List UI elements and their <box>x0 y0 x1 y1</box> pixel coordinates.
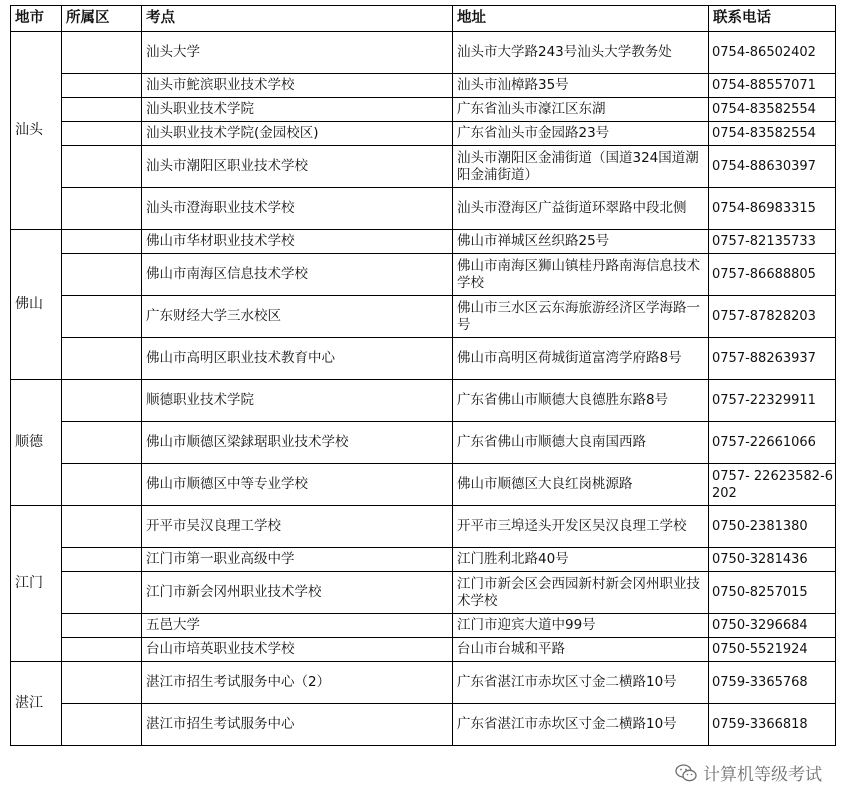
table-row <box>11 32 836 74</box>
table-row <box>11 98 836 122</box>
address-cell: 佛山市禅城区丝织路25号 <box>453 230 709 254</box>
table-row <box>11 296 836 338</box>
table-row <box>11 146 836 188</box>
district-cell <box>62 122 142 146</box>
table-row <box>11 254 836 296</box>
table-row <box>11 422 836 464</box>
exam-site-table <box>10 5 836 746</box>
address-cell: 台山市台城和平路 <box>453 638 709 662</box>
city-cell: 佛山 <box>11 230 62 380</box>
phone-cell: 0754-83582554 <box>709 122 836 146</box>
address-cell: 广东省佛山市顺德大良德胜东路8号 <box>453 380 709 422</box>
site-cell: 湛江市招生考试服务中心 <box>142 704 453 746</box>
table-row <box>11 662 836 704</box>
address-cell: 江门胜利北路40号 <box>453 548 709 572</box>
site-cell: 汕头市潮阳区职业技术学校 <box>142 146 453 188</box>
site-cell: 江门市第一职业高级中学 <box>142 548 453 572</box>
phone-cell: 0757-82135733 <box>709 230 836 254</box>
district-cell <box>62 422 142 464</box>
address-cell: 江门市新会区会西园新村新会冈州职业技术学校 <box>453 572 709 614</box>
table-row <box>11 572 836 614</box>
table-body <box>11 32 836 746</box>
district-cell <box>62 188 142 230</box>
table-row <box>11 380 836 422</box>
table-row <box>11 464 836 506</box>
address-cell: 广东省汕头市金园路23号 <box>453 122 709 146</box>
watermark <box>675 760 822 785</box>
address-cell: 广东省佛山市顺德大良南国西路 <box>453 422 709 464</box>
phone-cell: 0757-86688805 <box>709 254 836 296</box>
address-cell: 江门市迎宾大道中99号 <box>453 614 709 638</box>
phone-cell: 0757-22329911 <box>709 380 836 422</box>
district-cell <box>62 230 142 254</box>
phone-cell: 0754-83582554 <box>709 98 836 122</box>
header-address: 地址 <box>453 6 709 32</box>
site-cell: 汕头职业技术学院(金园校区) <box>142 122 453 146</box>
table-row <box>11 188 836 230</box>
district-cell <box>62 296 142 338</box>
district-cell <box>62 338 142 380</box>
site-cell: 广东财经大学三水校区 <box>142 296 453 338</box>
site-cell: 佛山市高明区职业技术教育中心 <box>142 338 453 380</box>
phone-cell: 0754-88630397 <box>709 146 836 188</box>
phone-cell: 0754-86502402 <box>709 32 836 74</box>
site-cell: 湛江市招生考试服务中心（2） <box>142 662 453 704</box>
table-row <box>11 74 836 98</box>
table-row <box>11 614 836 638</box>
district-cell <box>62 98 142 122</box>
address-cell: 汕头市澄海区广益街道环翠路中段北侧 <box>453 188 709 230</box>
district-cell <box>62 380 142 422</box>
district-cell <box>62 32 142 74</box>
city-cell: 顺德 <box>11 380 62 506</box>
table-row <box>11 122 836 146</box>
site-cell: 佛山市顺德区中等专业学校 <box>142 464 453 506</box>
phone-cell: 0759-3365768 <box>709 662 836 704</box>
phone-cell: 0754-86983315 <box>709 188 836 230</box>
site-cell: 台山市培英职业技术学校 <box>142 638 453 662</box>
phone-cell: 0750-3281436 <box>709 548 836 572</box>
district-cell <box>62 704 142 746</box>
phone-cell: 0757-87828203 <box>709 296 836 338</box>
district-cell <box>62 614 142 638</box>
city-cell: 江门 <box>11 506 62 662</box>
site-cell: 佛山市顺德区梁銶琚职业技术学校 <box>142 422 453 464</box>
district-cell <box>62 662 142 704</box>
site-cell: 顺德职业技术学院 <box>142 380 453 422</box>
table-row <box>11 638 836 662</box>
header-city: 地市 <box>11 6 62 32</box>
site-cell: 汕头市鮀滨职业技术学校 <box>142 74 453 98</box>
address-cell: 佛山市高明区荷城街道富湾学府路8号 <box>453 338 709 380</box>
site-cell: 佛山市华材职业技术学校 <box>142 230 453 254</box>
site-cell: 汕头大学 <box>142 32 453 74</box>
phone-cell: 0750-2381380 <box>709 506 836 548</box>
address-cell: 汕头市汕樟路35号 <box>453 74 709 98</box>
phone-cell: 0754-88557071 <box>709 74 836 98</box>
city-cell: 汕头 <box>11 32 62 230</box>
district-cell <box>62 254 142 296</box>
address-cell: 汕头市潮阳区金浦街道（国道324国道潮阳金浦街道） <box>453 146 709 188</box>
phone-cell: 0757-22661066 <box>709 422 836 464</box>
table-row <box>11 548 836 572</box>
district-cell <box>62 74 142 98</box>
table-row <box>11 704 836 746</box>
phone-cell: 0750-3296684 <box>709 614 836 638</box>
district-cell <box>62 638 142 662</box>
header-phone: 联系电话 <box>709 6 836 32</box>
header-district: 所属区 <box>62 6 142 32</box>
watermark-text: 计算机等级考试 <box>703 765 822 785</box>
table-row <box>11 230 836 254</box>
address-cell: 汕头市大学路243号汕头大学教务处 <box>453 32 709 74</box>
district-cell <box>62 548 142 572</box>
city-cell: 湛江 <box>11 662 62 746</box>
address-cell: 佛山市南海区狮山镇桂丹路南海信息技术学校 <box>453 254 709 296</box>
district-cell <box>62 506 142 548</box>
address-cell: 佛山市顺德区大良红岗桃源路 <box>453 464 709 506</box>
phone-cell: 0757- 22623582-6202 <box>709 464 836 506</box>
district-cell <box>62 572 142 614</box>
table-row <box>11 338 836 380</box>
address-cell: 广东省汕头市濠江区东湖 <box>453 98 709 122</box>
site-cell: 开平市吴汉良理工学校 <box>142 506 453 548</box>
site-cell: 佛山市南海区信息技术学校 <box>142 254 453 296</box>
address-cell: 佛山市三水区云东海旅游经济区学海路一号 <box>453 296 709 338</box>
address-cell: 广东省湛江市赤坎区寸金二横路10号 <box>453 662 709 704</box>
phone-cell: 0750-8257015 <box>709 572 836 614</box>
header-site: 考点 <box>142 6 453 32</box>
site-cell: 五邑大学 <box>142 614 453 638</box>
site-cell: 汕头市澄海职业技术学校 <box>142 188 453 230</box>
site-cell: 江门市新会冈州职业技术学校 <box>142 572 453 614</box>
district-cell <box>62 464 142 506</box>
header-row <box>11 6 836 32</box>
address-cell: 广东省湛江市赤坎区寸金二横路10号 <box>453 704 709 746</box>
district-cell <box>62 146 142 188</box>
phone-cell: 0759-3366818 <box>709 704 836 746</box>
address-cell: 开平市三埠迳头开发区吴汉良理工学校 <box>453 506 709 548</box>
wechat-icon <box>675 764 697 782</box>
site-cell: 汕头职业技术学院 <box>142 98 453 122</box>
phone-cell: 0757-88263937 <box>709 338 836 380</box>
phone-cell: 0750-5521924 <box>709 638 836 662</box>
table-row <box>11 506 836 548</box>
